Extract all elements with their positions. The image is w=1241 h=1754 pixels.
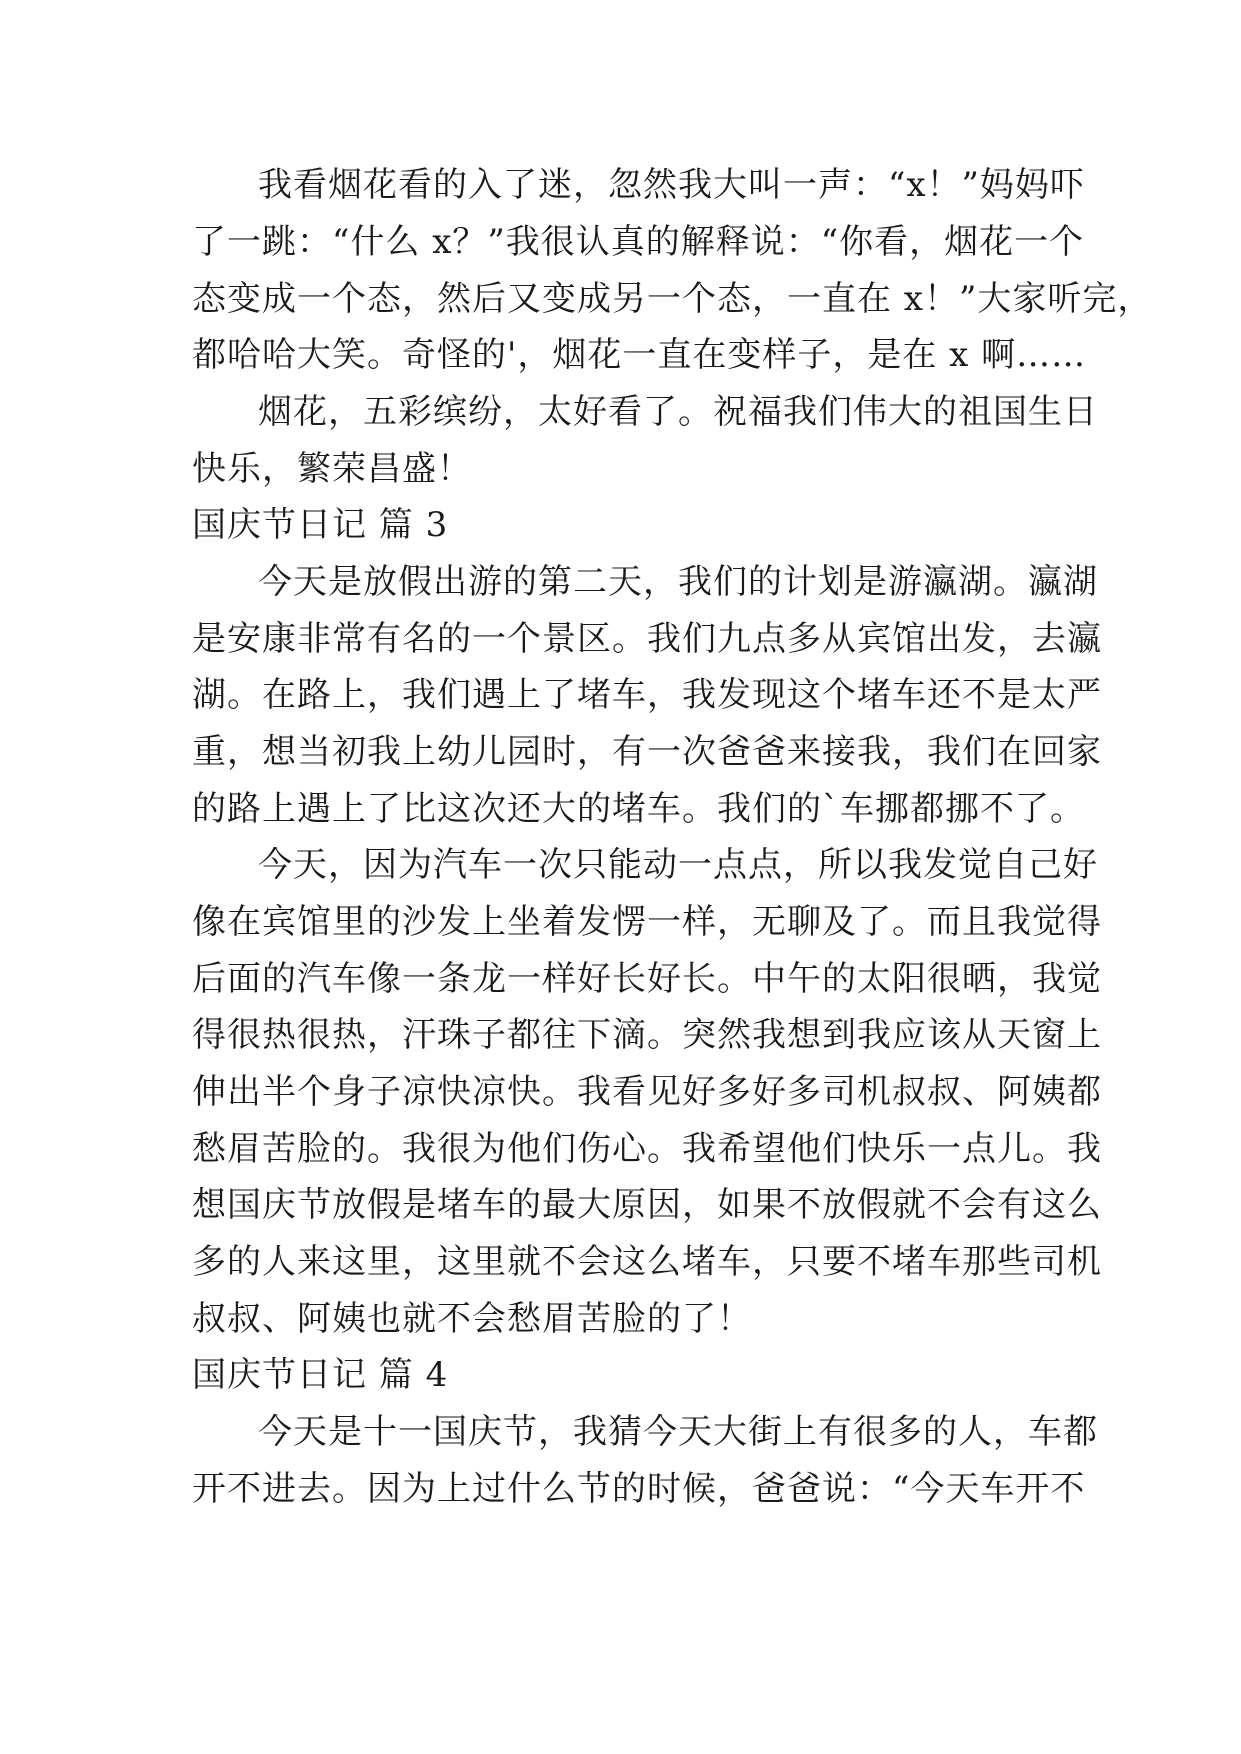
paragraph-line: 想国庆节放假是堵车的最大原因，如果不放假就不会有这么 [192, 1185, 1102, 1225]
paragraph-line: 叔叔、阿姨也就不会愁眉苦脸的了！ [192, 1299, 752, 1339]
paragraph-line: 多的人来这里，这里就不会这么堵车，只要不堵车那些司机 [192, 1242, 1102, 1282]
paragraph-line: 像在宾馆里的沙发上坐着发愣一样，无聊及了。而且我觉得 [192, 902, 1102, 942]
paragraph-line: 今天是十一国庆节，我猜今天大街上有很多的人，车都 [258, 1412, 1098, 1452]
paragraph-line: 快乐，繁荣昌盛！ [192, 449, 472, 489]
paragraph-line: 重，想当初我上幼儿园时，有一次爸爸来接我，我们在回家 [192, 732, 1102, 772]
paragraph-line: 的路上遇上了比这次还大的堵车。我们的`车挪都挪不了。 [192, 789, 1085, 829]
paragraph-line: 伸出半个身子凉快凉快。我看见好多好多司机叔叔、阿姨都 [192, 1072, 1102, 1112]
section-heading: 国庆节日记 篇 4 [192, 1355, 449, 1395]
paragraph-line: 后面的汽车像一条龙一样好长好长。中午的太阳很晒，我觉 [192, 959, 1102, 999]
paragraph-line: 今天，因为汽车一次只能动一点点，所以我发觉自己好 [258, 845, 1098, 885]
paragraph-line: 态变成一个态，然后又变成另一个态，一直在 x！”大家听完， [192, 279, 1153, 319]
paragraph-line: 是安康非常有名的一个景区。我们九点多从宾馆出发，去瀛 [192, 619, 1102, 659]
paragraph-line: 愁眉苦脸的。我很为他们伤心。我希望他们快乐一点儿。我 [192, 1129, 1102, 1169]
section-heading: 国庆节日记 篇 3 [192, 505, 449, 545]
paragraph-line: 湖。在路上，我们遇上了堵车，我发现这个堵车还不是太严 [192, 675, 1102, 715]
paragraph-line: 今天是放假出游的第二天，我们的计划是游瀛湖。瀛湖 [258, 562, 1098, 602]
paragraph-line: 了一跳：“什么 x？”我很认真的解释说：“你看，烟花一个 [192, 222, 1085, 262]
paragraph-line: 烟花，五彩缤纷，太好看了。祝福我们伟大的祖国生日 [258, 392, 1098, 432]
paragraph-line: 开不进去。因为上过什么节的时候，爸爸说：“今天车开不 [192, 1469, 1086, 1509]
paragraph-line: 我看烟花看的入了迷，忽然我大叫一声：“x！”妈妈吓 [258, 165, 1085, 205]
paragraph-line: 得很热很热，汗珠子都往下滴。突然我想到我应该从天窗上 [192, 1015, 1102, 1055]
paragraph-line: 都哈哈大笑。奇怪的'，烟花一直在变样子，是在 x 啊…… [192, 335, 1087, 375]
